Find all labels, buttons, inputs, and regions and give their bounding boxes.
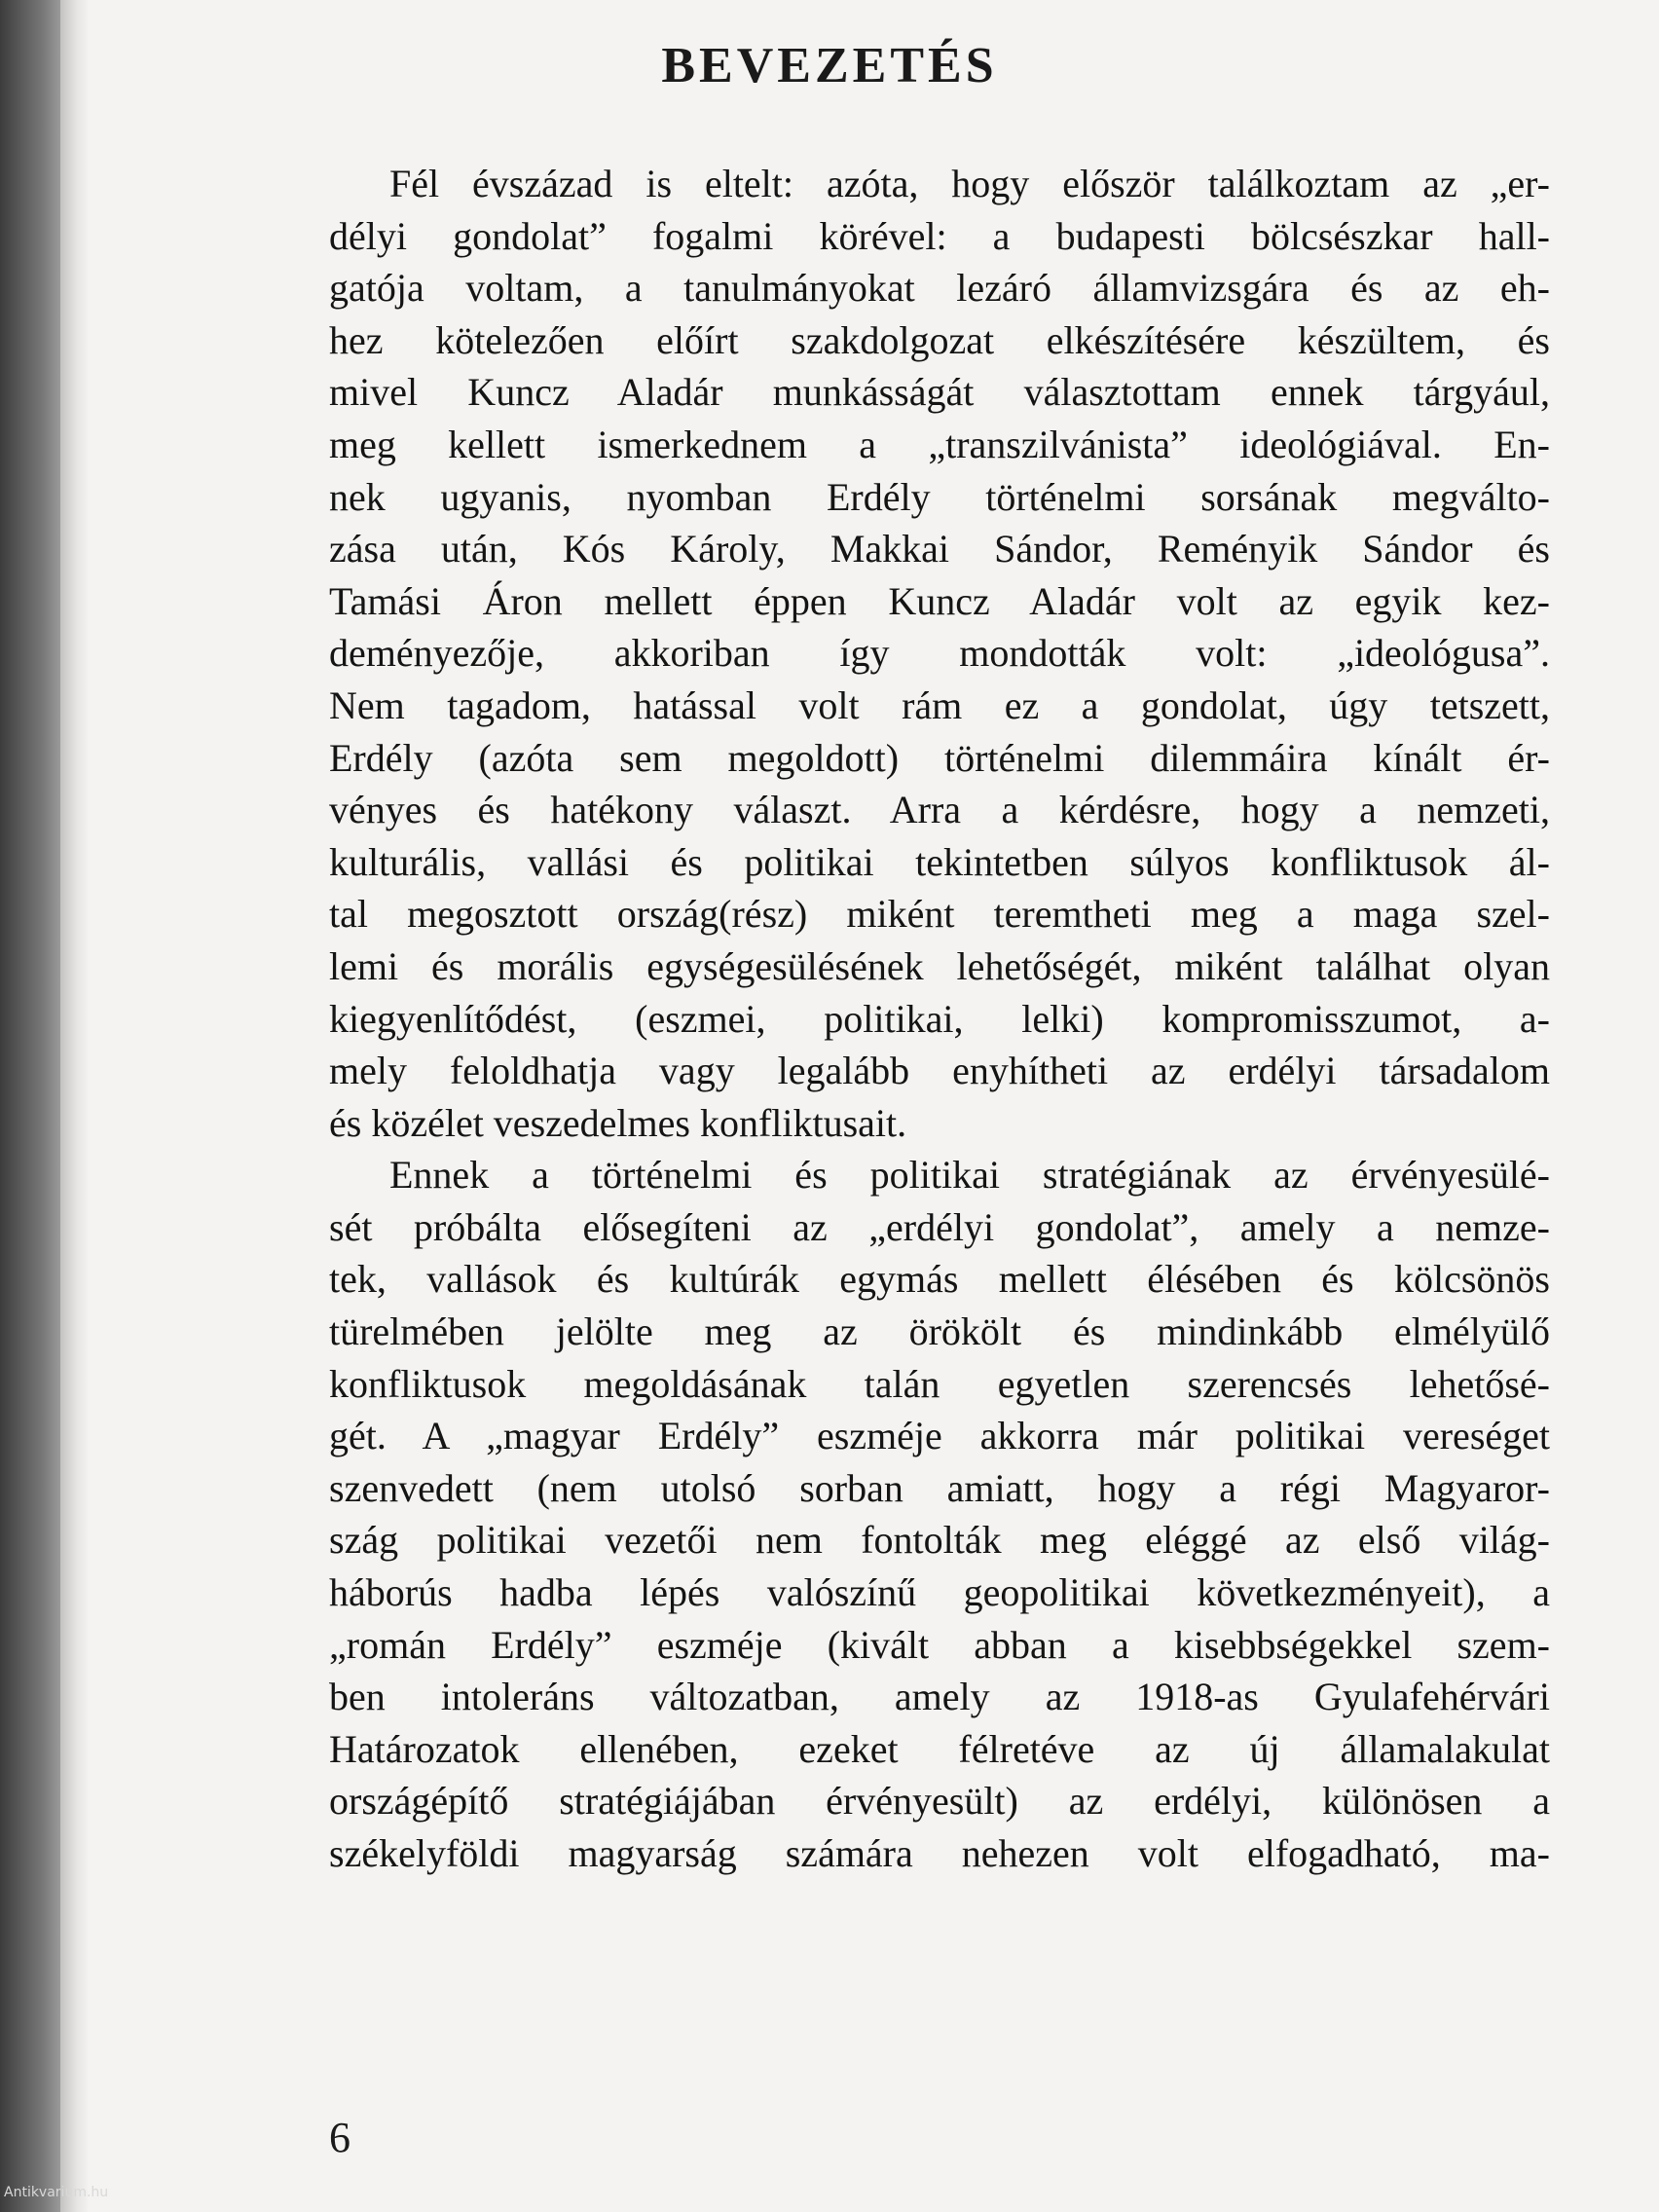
text-line: tek, vallások és kultúrák egymás mellett élésében és kölcsönös <box>329 1257 1550 1302</box>
body-text <box>329 158 1550 1880</box>
text-line: mivel Kuncz Aladár munkásságát választottam ennek tárgyául, <box>329 370 1550 415</box>
text-line: „román Erdély” eszméje (kivált abban a kisebbségekkel szem- <box>329 1622 1550 1667</box>
text-line: kulturális, vallási és politikai tekintetben súlyos konfliktusok ál- <box>329 839 1550 884</box>
text-line: zása után, Kós Károly, Makkai Sándor, Reményik Sándor és <box>329 527 1550 571</box>
paragraph-2 <box>329 1149 1550 1879</box>
paragraph-1 <box>329 158 1550 1149</box>
text-line: lemi és morális egységesülésének lehetőségét, miként találhat olyan <box>329 943 1550 988</box>
text-line: Fél évszázad is eltelt: azóta, hogy először találkoztam az „er- <box>389 162 1550 205</box>
text-line: Tamási Áron mellett éppen Kuncz Aladár volt az egyik kez- <box>329 578 1550 623</box>
page-number: 6 <box>329 2114 350 2161</box>
text-line: ben intoleráns változatban, amely az 1918-as Gyulafehérvári <box>329 1675 1550 1719</box>
text-line: konfliktusok megoldásának talán egyetlen szerencsés lehetősé- <box>329 1361 1550 1406</box>
chapter-heading: BEVEZETÉS <box>661 38 998 93</box>
text-line: türelmében jelölte meg az örökölt és mindinkább elmélyülő <box>329 1309 1550 1354</box>
text-line: Ennek a történelmi és politikai stratégiának az érvényesülé- <box>389 1153 1550 1198</box>
text-line: gét. A „magyar Erdély” eszméje akkorra már politikai vereséget <box>329 1414 1550 1458</box>
text-line: nek ugyanis, nyomban Erdély történelmi sorsának megválto- <box>329 474 1550 519</box>
text-line: szenvedett (nem utolsó sorban amiatt, hogy a régi Magyaror- <box>329 1465 1550 1510</box>
text-line: Határozatok ellenében, ezeket félretéve az új államalakulat <box>329 1726 1550 1771</box>
text-line: tal megosztott ország(rész) miként teremtheti meg a maga szel- <box>329 892 1550 937</box>
text-line: Nem tagadom, hatással volt rám ez a gondolat, úgy tetszett, <box>329 682 1550 727</box>
text-line: és közélet veszedelmes konfliktusait. <box>329 1100 907 1145</box>
text-line: országépítő stratégiájában érvényesült) az erdélyi, különösen a <box>329 1779 1550 1824</box>
text-line: meg kellett ismerkednem a „transzilvánista” ideológiával. En- <box>329 422 1550 466</box>
text-line: gatója voltam, a tanulmányokat lezáró államvizsgára és az eh- <box>329 266 1550 311</box>
text-line: mely feloldhatja vagy legalább enyhítheti az erdélyi társadalom <box>329 1049 1550 1093</box>
text-line: székelyföldi magyarság számára nehezen volt elfogadható, ma- <box>329 1831 1550 1875</box>
book-spine-shadow <box>0 0 60 2212</box>
text-line: Erdély (azóta sem megoldott) történelmi dilemmáira kínált ér- <box>329 735 1550 780</box>
page-gutter <box>60 0 88 2212</box>
text-line: vényes és hatékony választ. Arra a kérdésre, hogy a nemzeti, <box>329 788 1550 832</box>
text-line: szág politikai vezetői nem fontolták meg eléggé az első világ- <box>329 1518 1550 1563</box>
text-line: háborús hadba lépés valószínű geopolitikai következményeit), a <box>329 1570 1550 1615</box>
text-line: délyi gondolat” fogalmi körével: a budapesti bölcsészkar hall- <box>329 213 1550 258</box>
text-line: deményezője, akkoriban így mondották volt: „ideológusa”. <box>329 631 1550 676</box>
watermark: Antikvarium.hu <box>4 2185 109 2200</box>
text-line: hez kötelezően előírt szakdolgozat elkészítésére készültem, és <box>329 317 1550 362</box>
text-line: kiegyenlítődést, (eszmei, politikai, lelki) kompromisszumot, a- <box>329 996 1550 1041</box>
text-line: sét próbálta elősegíteni az „erdélyi gondolat”, amely a nemze- <box>329 1204 1550 1249</box>
